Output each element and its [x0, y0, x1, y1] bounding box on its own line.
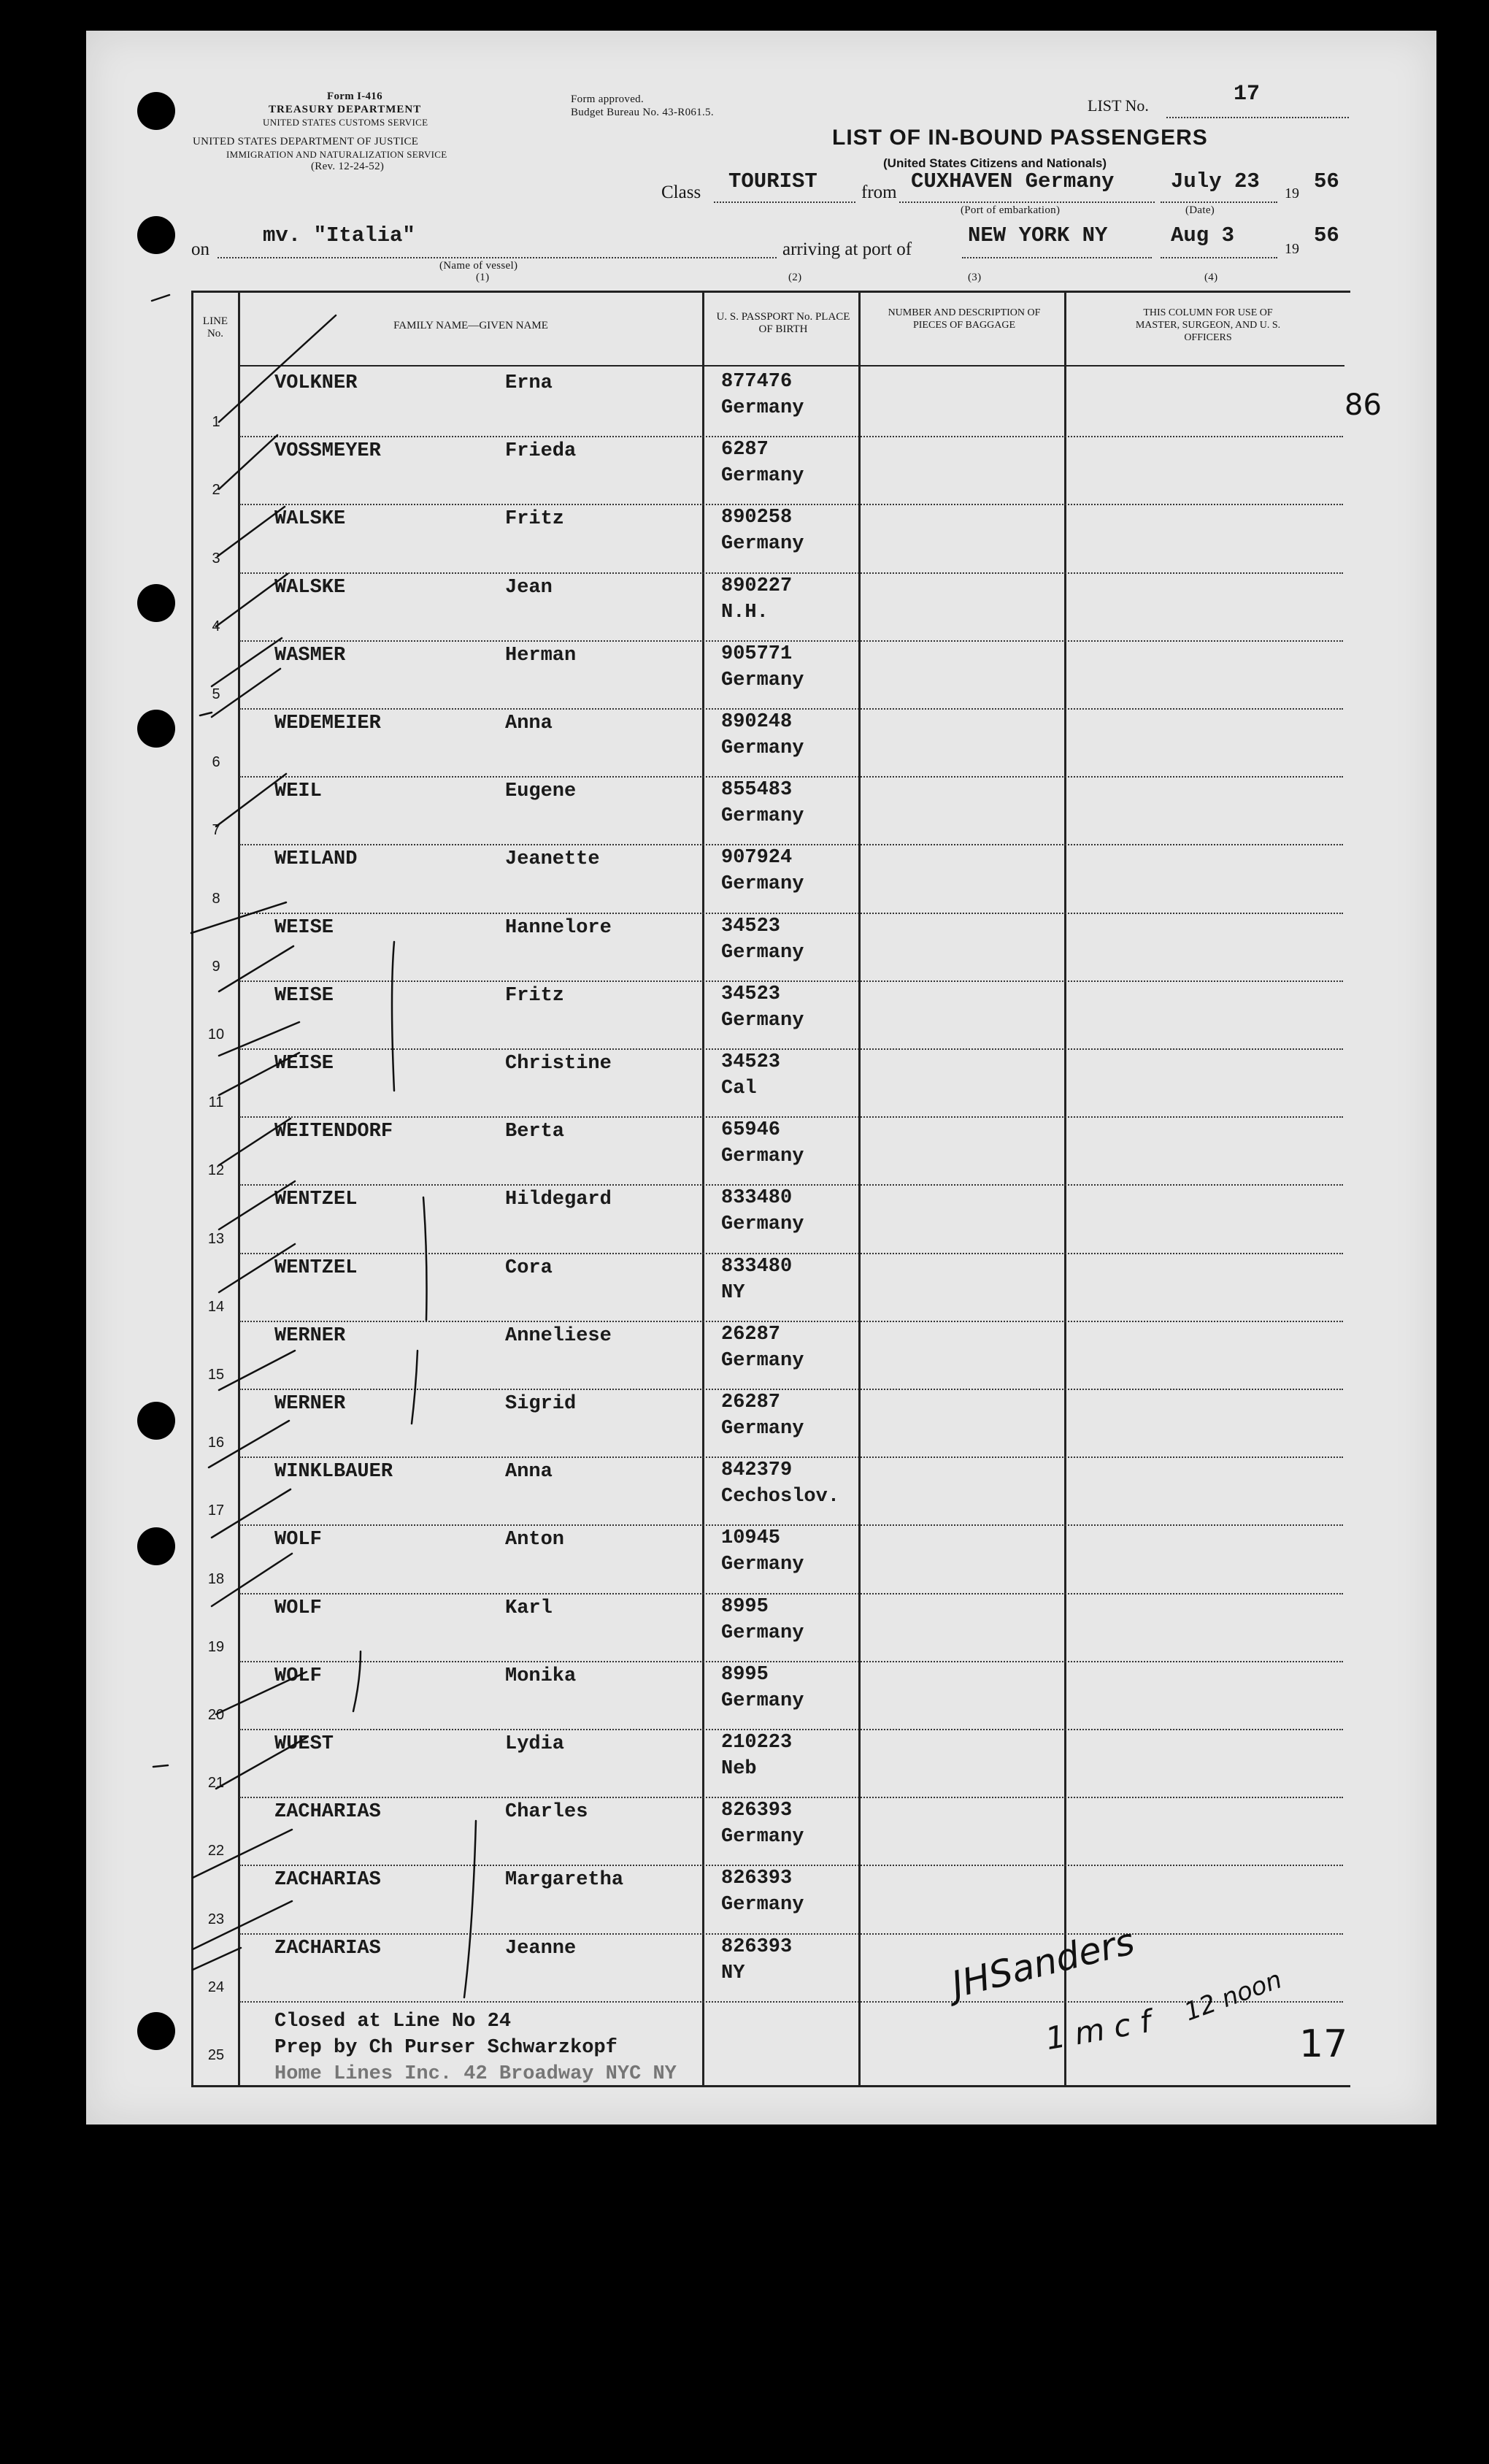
place-of-birth: Germany: [721, 1213, 804, 1235]
margin-tick: [152, 295, 169, 301]
checkmark-stroke: [218, 507, 285, 556]
given-name: Charles: [505, 1801, 588, 1823]
embark-year: 56: [1314, 169, 1339, 193]
place-of-birth: Neb: [721, 1758, 757, 1780]
given-name: Fritz: [505, 508, 565, 530]
embark-port: CUXHAVEN Germany: [911, 169, 1115, 193]
checkmark-stroke: [212, 669, 280, 717]
given-name: Anna: [505, 1461, 553, 1483]
year-prefix-2: 19: [1285, 241, 1299, 257]
checkmark-stroke: [219, 1351, 295, 1390]
line-number: 12: [207, 1162, 225, 1178]
line-number: 6: [212, 754, 220, 770]
place-of-birth: Germany: [721, 1554, 804, 1575]
place-of-birth: Germany: [721, 1350, 804, 1372]
prep-note: Prep by Ch Purser Schwarzkopf: [274, 2037, 617, 2059]
family-name: WEIL: [274, 780, 322, 802]
passport-number: 905771: [721, 643, 793, 665]
date-caption: (Date): [1185, 204, 1215, 216]
line-number: 17: [207, 1502, 225, 1519]
given-name: Cora: [505, 1257, 553, 1279]
line-number: 5: [212, 686, 220, 702]
closed-note: Closed at Line No 24: [274, 2011, 512, 2033]
passport-number: 26287: [721, 1324, 781, 1346]
checkmark-stroke: [216, 774, 286, 826]
margin-tick: [153, 1765, 168, 1767]
checkmark-stroke: [193, 1948, 241, 1970]
given-name: Jeanne: [505, 1938, 577, 1960]
place-of-birth: Germany: [721, 805, 804, 827]
treasury-dept: TREASURY DEPARTMENT: [269, 104, 422, 115]
given-name: Christine: [505, 1053, 612, 1075]
margin-number: 86: [1344, 388, 1382, 422]
passport-number: 34523: [721, 983, 781, 1005]
line-number: 3: [212, 550, 220, 567]
place-of-birth: N.H.: [721, 602, 769, 623]
revision-date: (Rev. 12-24-52): [311, 161, 385, 172]
line-number: 13: [207, 1231, 225, 1247]
from-label: from: [861, 183, 897, 202]
family-name: WENTZEL: [274, 1257, 358, 1279]
checkmark-stroke: [219, 1118, 291, 1165]
checkmark-stroke: [216, 1738, 307, 1789]
col-line-header: LINE No.: [202, 315, 228, 339]
given-name: Anneliese: [505, 1325, 612, 1347]
given-name: Anna: [505, 713, 553, 734]
given-name: Hannelore: [505, 917, 612, 939]
col-baggage-header: NUMBER AND DESCRIPTION OF PIECES OF BAGGAGE: [888, 307, 1041, 331]
given-name: Berta: [505, 1121, 565, 1143]
passport-number: 34523: [721, 916, 781, 937]
line-number: 4: [212, 618, 220, 634]
passport-number: 826393: [721, 1936, 793, 1958]
family-name: WEDEMEIER: [274, 713, 381, 734]
passport-number: 65946: [721, 1119, 781, 1141]
family-name: WERNER: [274, 1325, 346, 1347]
family-name: WOLF: [274, 1529, 322, 1551]
family-name: ZACHARIAS: [274, 1938, 381, 1960]
officer-signature: JHSanders: [947, 1919, 1139, 2006]
embark-caption: (Port of embarkation): [961, 204, 1061, 216]
line-number: 1: [212, 414, 220, 430]
place-of-birth: Cechoslov.: [721, 1486, 840, 1508]
place-of-birth: Germany: [721, 1010, 804, 1032]
list-number: 17: [1234, 82, 1261, 107]
given-name: Fritz: [505, 985, 565, 1007]
checkmark-stroke: [212, 1489, 291, 1538]
line-number: 14: [207, 1299, 225, 1315]
arrival-date: Aug 3: [1171, 223, 1235, 247]
corner-number: 17: [1299, 2022, 1348, 2066]
col-name-header: FAMILY NAME—GIVEN NAME: [393, 320, 548, 331]
line-number: 21: [207, 1775, 225, 1791]
place-of-birth: Germany: [721, 465, 804, 487]
margin-tick: [200, 713, 212, 715]
vessel-caption: (Name of vessel): [439, 260, 518, 272]
place-of-birth: Germany: [721, 1622, 804, 1644]
family-name: WEISE: [274, 1053, 334, 1075]
place-of-birth: Germany: [721, 1894, 804, 1916]
passport-number: 890258: [721, 507, 793, 529]
checkmark-stroke: [219, 1022, 299, 1056]
arrival-year: 56: [1314, 223, 1339, 247]
family-name: WALSKE: [274, 508, 346, 530]
line-number: 24: [207, 1979, 225, 1995]
line-number: 22: [207, 1843, 225, 1859]
given-name: Monika: [505, 1665, 577, 1687]
checkmark-stroke: [193, 1901, 292, 1949]
form-approved: Form approved.: [571, 93, 645, 105]
line-number: 2: [212, 482, 220, 498]
given-name: Frieda: [505, 440, 577, 462]
checkmark-stroke: [219, 1181, 295, 1229]
line-number: 8: [212, 891, 220, 907]
passport-number: 826393: [721, 1868, 793, 1889]
checkmark-stroke: [209, 1421, 289, 1467]
customs-service: UNITED STATES CUSTOMS SERVICE: [263, 117, 428, 128]
family-name: WALSKE: [274, 577, 346, 599]
family-bracket: [353, 1651, 361, 1711]
passport-number: 34523: [721, 1051, 781, 1073]
checkmark-stroke: [219, 1244, 295, 1292]
arriving-label: arriving at port of: [782, 239, 912, 259]
vessel-caption-no: (1): [476, 272, 490, 283]
passport-number: 842379: [721, 1459, 793, 1481]
family-bracket: [464, 1821, 476, 1997]
checkmark-stroke: [191, 902, 286, 933]
passport-number: 833480: [721, 1187, 793, 1209]
agent-note: Home Lines Inc. 42 Broadway NYC NY: [274, 2063, 677, 2085]
passport-number: 8995: [721, 1664, 769, 1686]
passport-number: 855483: [721, 779, 793, 801]
passport-number: 26287: [721, 1392, 781, 1413]
family-bracket: [412, 1351, 418, 1424]
line-number: 25: [207, 2047, 225, 2063]
form-number: Form I-416: [327, 91, 382, 102]
family-name: ZACHARIAS: [274, 1801, 381, 1823]
line-number: 16: [207, 1435, 225, 1451]
family-name: ZACHARIAS: [274, 1869, 381, 1891]
family-name: VOSSMEYER: [274, 440, 381, 462]
place-of-birth: Germany: [721, 1690, 804, 1712]
given-name: Lydia: [505, 1733, 565, 1755]
given-name: Sigrid: [505, 1393, 577, 1415]
given-name: Erna: [505, 372, 553, 394]
embark-date: July 23: [1171, 169, 1260, 193]
place-of-birth: Germany: [721, 669, 804, 691]
family-name: WEILAND: [274, 848, 358, 870]
line-number: 15: [207, 1367, 225, 1383]
family-name: WOLF: [274, 1665, 322, 1687]
place-of-birth: Cal: [721, 1078, 757, 1099]
col2-no: (2): [788, 272, 802, 283]
passport-number: 6287: [721, 439, 769, 461]
line-number: 9: [212, 959, 220, 975]
on-label: on: [191, 239, 209, 259]
checkmark-stroke: [219, 315, 336, 422]
year-prefix: 19: [1285, 185, 1299, 202]
family-name: WEITENDORF: [274, 1121, 393, 1143]
page-title: LIST OF IN-BOUND PASSENGERS: [832, 126, 1208, 150]
place-of-birth: Germany: [721, 1145, 804, 1167]
signature-time: 12 noon: [1180, 1965, 1286, 2027]
checkmark-stroke: [219, 1053, 299, 1095]
line-number: 11: [208, 1094, 224, 1110]
given-name: Anton: [505, 1529, 565, 1551]
passport-number: 10945: [721, 1527, 781, 1549]
place-of-birth: Germany: [721, 533, 804, 555]
line-number: 23: [207, 1911, 225, 1927]
family-bracket: [392, 942, 394, 1091]
family-name: VOLKNER: [274, 372, 358, 394]
family-name: WOLF: [274, 1597, 322, 1619]
list-no-label: LIST No.: [1088, 96, 1149, 115]
checkmark-stroke: [216, 574, 288, 626]
place-of-birth: Germany: [721, 737, 804, 759]
place-of-birth: Germany: [721, 942, 804, 964]
col3-no: (3): [968, 272, 982, 283]
checkmark-stroke: [219, 946, 293, 991]
line-number: 7: [212, 822, 220, 838]
budget-bureau: Budget Bureau No. 43-R061.5.: [571, 107, 714, 118]
ins-service: IMMIGRATION AND NATURALIZATION SERVICE: [226, 149, 447, 160]
place-of-birth: Germany: [721, 1418, 804, 1440]
class-value: TOURIST: [728, 169, 817, 193]
given-name: Herman: [505, 645, 577, 667]
passport-number: 826393: [721, 1800, 793, 1822]
col-officers-header: THIS COLUMN FOR USE OF MASTER, SURGEON, AND U. S. OFFICERS: [1135, 307, 1281, 343]
checkmark-stroke: [212, 638, 282, 686]
passport-number: 907924: [721, 847, 793, 869]
place-of-birth: Germany: [721, 1826, 804, 1848]
checkmark-stroke: [216, 1672, 307, 1714]
place-of-birth: Germany: [721, 873, 804, 895]
family-bracket: [423, 1197, 427, 1320]
col4-no: (4): [1204, 272, 1218, 283]
given-name: Jean: [505, 577, 553, 599]
place-of-birth: NY: [721, 1282, 745, 1304]
place-of-birth: Germany: [721, 397, 804, 419]
family-name: WEISE: [274, 917, 334, 939]
family-name: WASMER: [274, 645, 346, 667]
passport-number: 833480: [721, 1256, 793, 1278]
arrival-port: NEW YORK NY: [968, 223, 1108, 247]
passport-number: 8995: [721, 1596, 769, 1618]
line-number: 20: [207, 1707, 225, 1723]
given-name: Eugene: [505, 780, 577, 802]
col-passport-header: U. S. PASSPORT No. PLACE OF BIRTH: [716, 311, 850, 335]
justice-dept: UNITED STATES DEPARTMENT OF JUSTICE: [193, 136, 419, 147]
line-number: 10: [207, 1026, 225, 1043]
given-name: Margaretha: [505, 1869, 624, 1891]
passport-number: 210223: [721, 1732, 793, 1754]
checkmark-stroke: [193, 1830, 292, 1878]
class-label: Class: [661, 183, 701, 202]
checkmark-stroke: [212, 1554, 292, 1606]
given-name: Karl: [505, 1597, 553, 1619]
signature-note: 1 m c f: [1042, 2003, 1154, 2057]
line-number: 19: [207, 1639, 225, 1655]
family-name: WENTZEL: [274, 1189, 358, 1210]
passport-number: 877476: [721, 371, 793, 393]
family-name: WERNER: [274, 1393, 346, 1415]
place-of-birth: NY: [721, 1962, 745, 1984]
passport-number: 890227: [721, 575, 793, 597]
family-name: WINKLBAUER: [274, 1461, 393, 1483]
vessel-name: mv. "Italia": [263, 223, 415, 247]
given-name: Jeanette: [505, 848, 600, 870]
passport-number: 890248: [721, 711, 793, 733]
family-name: WEISE: [274, 985, 334, 1007]
checkmark-stroke: [219, 435, 277, 489]
line-number: 18: [207, 1571, 225, 1587]
given-name: Hildegard: [505, 1189, 612, 1210]
page-subtitle: (United States Citizens and Nationals): [883, 156, 1107, 170]
family-name: WUEST: [274, 1733, 334, 1755]
